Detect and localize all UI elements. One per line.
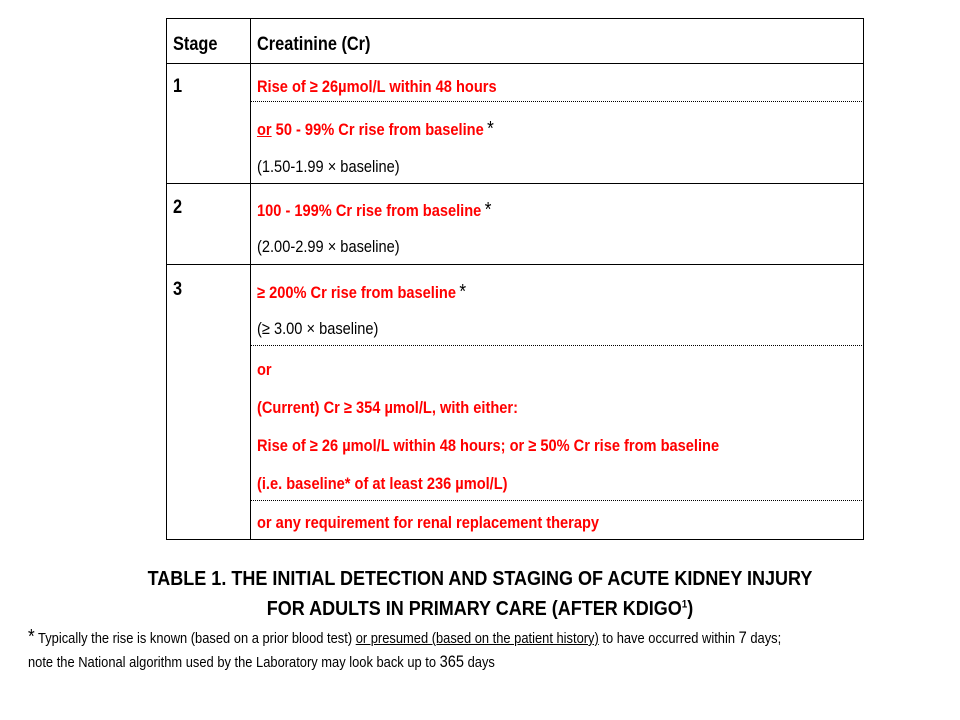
stage1-asterisk: * xyxy=(487,118,494,140)
stage2-divider xyxy=(166,264,864,265)
stage3-ratio: (≥ 3.00 × baseline) xyxy=(257,319,379,338)
stage1-percent-text: 50 - 99% Cr rise from baseline xyxy=(271,120,484,139)
footnote-lookback: 365 xyxy=(439,652,465,671)
header-stage: Stage xyxy=(173,34,218,55)
table-caption-line2 xyxy=(48,598,912,621)
footnote-part2: to have occurred within xyxy=(598,630,739,647)
stage1-percent-criterion xyxy=(257,119,494,139)
caption-line2-text: FOR ADULTS IN PRIMARY CARE (AFTER KDIGO xyxy=(266,598,682,620)
stage3-rrt-criterion: or any requirement for renal replacement therapy xyxy=(257,513,600,532)
stage-1-label: 1 xyxy=(173,76,183,97)
stage3-percent-text: ≥ 200% Cr rise from baseline xyxy=(257,283,456,302)
column-divider xyxy=(250,18,251,540)
table-caption-line1: TABLE 1. THE INITIAL DETECTION AND STAGING OF ACUTE KIDNEY INJURY xyxy=(147,568,813,590)
header-creatinine: Creatinine (Cr) xyxy=(257,34,371,55)
stage3-dotted-divider-2 xyxy=(250,500,864,501)
stage3-percent-criterion xyxy=(257,282,466,302)
stage3-rise-criterion: Rise of ≥ 26 µmol/L within 48 hours; or ≥ 50% Cr rise from baseline xyxy=(257,436,720,455)
stage1-ratio: (1.50-1.99 × baseline) xyxy=(257,157,400,176)
footnote-line1 xyxy=(28,626,781,649)
footnote-part3: days; xyxy=(746,630,782,647)
footnote-asterisk: * xyxy=(28,626,35,648)
caption-line2-end: ) xyxy=(687,598,694,620)
stage1-divider xyxy=(166,183,864,184)
footnote-line2 xyxy=(28,652,495,672)
footnote-presumed: or presumed (based on the patient history) xyxy=(355,630,599,647)
stage3-baseline-note: (i.e. baseline* of at least 236 µmol/L) xyxy=(257,474,508,493)
table-border-left xyxy=(166,18,167,540)
footnote-part1: Typically the rise is known (based on a prior blood test) xyxy=(34,630,356,647)
stage1-or: or xyxy=(257,120,272,139)
header-divider xyxy=(166,63,864,64)
table-border-bottom xyxy=(166,539,864,540)
stage-2-label: 2 xyxy=(173,197,183,218)
stage3-current-cr: (Current) Cr ≥ 354 µmol/L, with either: xyxy=(257,398,518,417)
stage1-rise-criterion: Rise of ≥ 26µmol/L within 48 hours xyxy=(257,77,497,96)
footnote-line2-text: note the National algorithm used by the Laboratory may look back up to xyxy=(28,654,440,671)
footnote-line2-end: days xyxy=(464,654,495,671)
stage2-ratio: (2.00-2.99 × baseline) xyxy=(257,237,400,256)
stage3-or: or xyxy=(257,360,272,379)
stage1-dotted-divider xyxy=(250,101,864,102)
table-border-right xyxy=(863,18,864,540)
stage2-asterisk: * xyxy=(484,199,492,221)
stage2-percent-text: 100 - 199% Cr rise from baseline xyxy=(257,201,482,220)
stage3-asterisk: * xyxy=(459,281,467,303)
stage3-dotted-divider-1 xyxy=(250,345,864,346)
stage-3-label: 3 xyxy=(173,279,183,300)
table-border-top xyxy=(166,18,864,19)
footnote-days: 7 xyxy=(738,628,747,647)
caption-superscript: 1 xyxy=(681,598,688,611)
stage2-percent-criterion xyxy=(257,200,491,220)
aki-staging-table xyxy=(166,18,864,540)
